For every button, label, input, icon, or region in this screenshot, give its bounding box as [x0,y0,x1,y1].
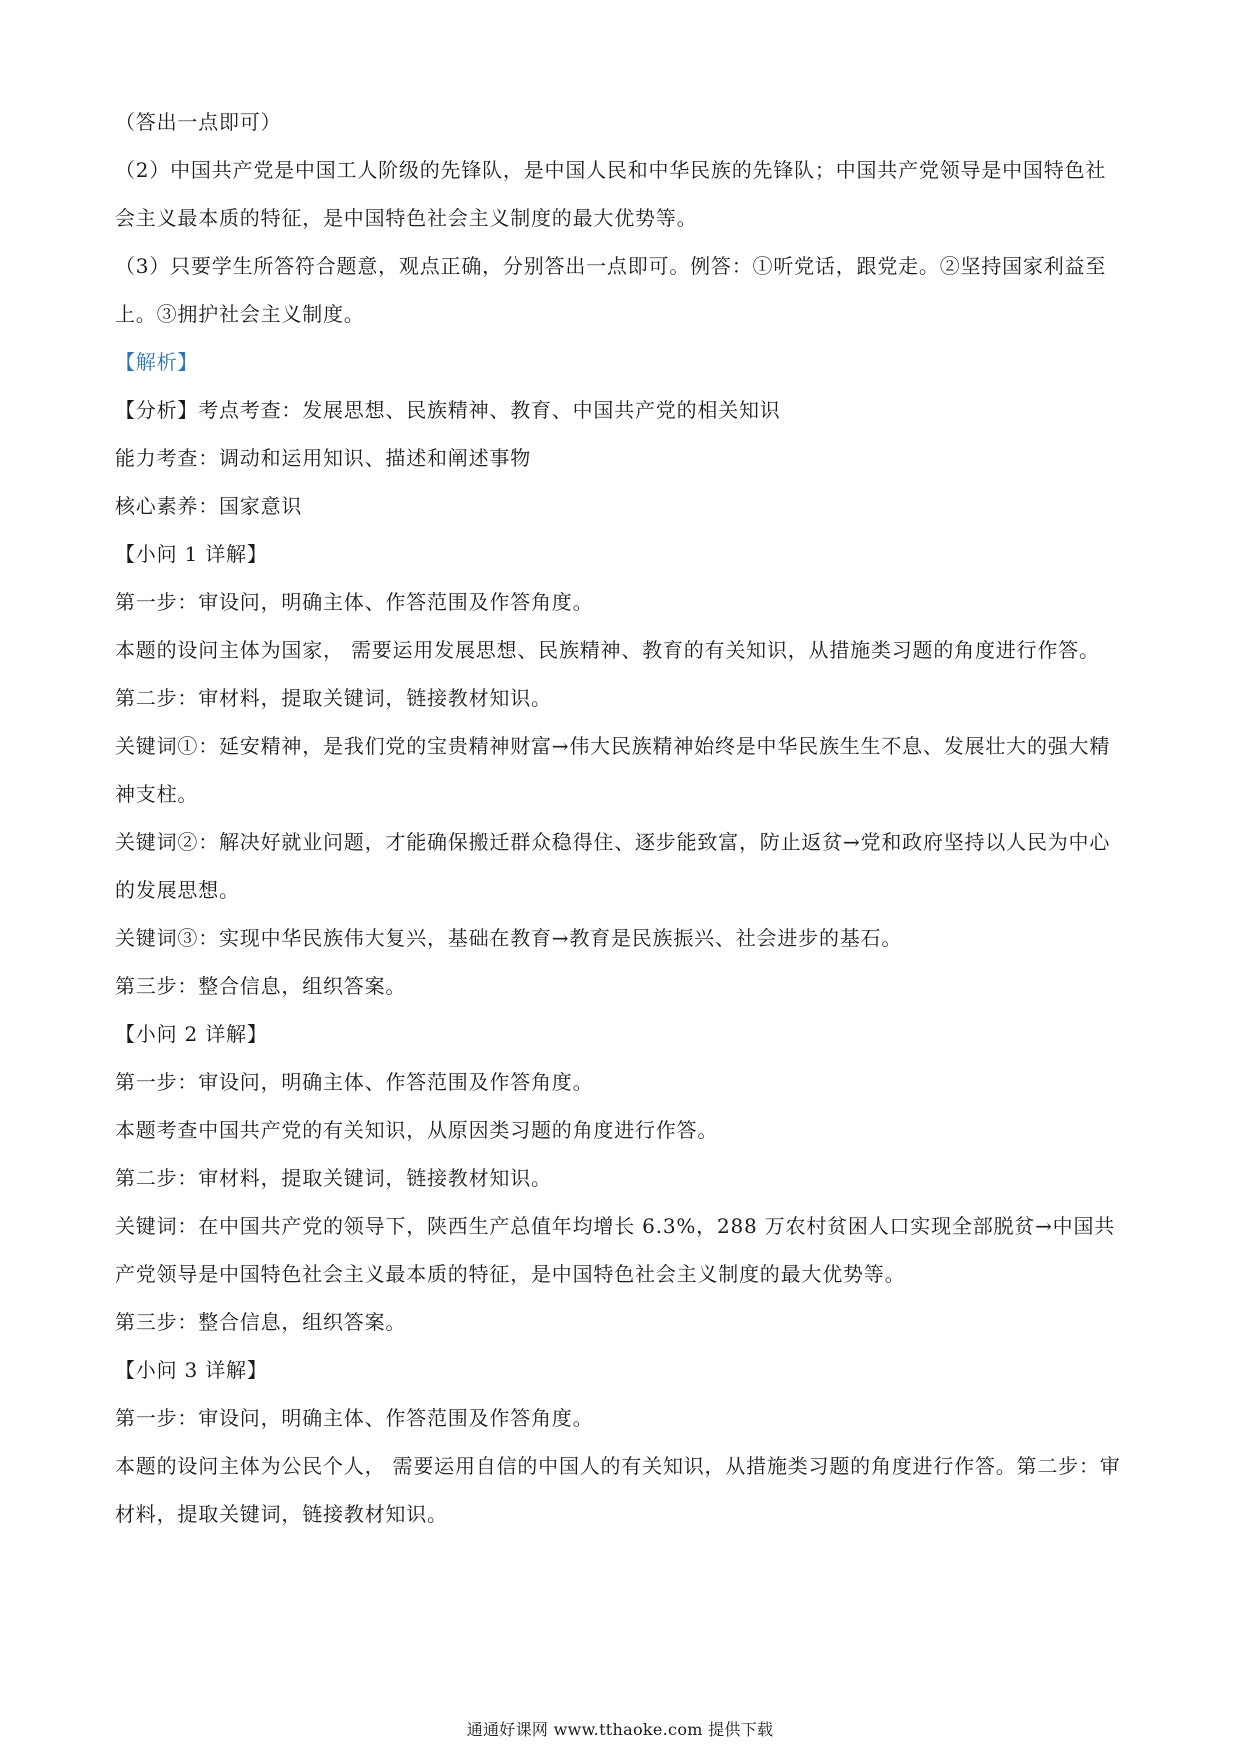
q2-step-1: 第一步：审设问，明确主体、作答范围及作答角度。 [115,1070,594,1094]
analysis-heading: 【解析】 [115,350,199,374]
footer-suffix: 提供下载 [708,1720,774,1739]
answer-note: （答出一点即可） [115,110,282,134]
q1-step-1: 第一步：审设问，明确主体、作答范围及作答角度。 [115,590,594,614]
answer-3: （3）只要学生所答符合题意，观点正确，分别答出一点即可。例答：①听党话，跟党走。②坚持国家利益至上。③拥护社会主义制度。 [115,254,1107,326]
document-body [115,98,1125,1538]
core-literacy: 核心素养：国家意识 [115,494,303,518]
q1-heading: 【小问 1 详解】 [115,542,268,566]
footer-site-name: 通通好课网 [466,1720,549,1739]
q1-step-2: 第二步：审材料，提取关键词，链接教材知识。 [115,686,552,710]
q1-step-3: 第三步：整合信息，组织答案。 [115,974,407,998]
q2-step-2: 第二步：审材料，提取关键词，链接教材知识。 [115,1166,552,1190]
ability-check: 能力考查：调动和运用知识、描述和阐述事物 [115,446,531,470]
q1-subject: 本题的设问主体为国家， 需要运用发展思想、民族精神、教育的有关知识，从措施类习题的角度进行作答。 [115,638,1100,662]
footer-url[interactable]: www.tthaoke.com [553,1720,703,1739]
q2-keyword: 关键词：在中国共产党的领导下，陕西生产总值年均增长 6.3%，288 万农村贫困人口实现全部脱贫→中国共产党领导是中国特色社会主义最本质的特征，是中国特色社会主义制度的最大优势等。 [115,1214,1116,1286]
analysis-topic: 【分析】考点考查：发展思想、民族精神、教育、中国共产党的相关知识 [115,398,781,422]
answer-2: （2）中国共产党是中国工人阶级的先锋队，是中国人民和中华民族的先锋队；中国共产党领导是中国特色社会主义最本质的特征，是中国特色社会主义制度的最大优势等。 [115,158,1107,230]
q2-step-3: 第三步：整合信息，组织答案。 [115,1310,407,1334]
q1-keyword-1: 关键词①：延安精神，是我们党的宝贵精神财富→伟大民族精神始终是中华民族生生不息、发展壮大的强大精神支柱。 [115,734,1111,806]
q2-subject: 本题考查中国共产党的有关知识，从原因类习题的角度进行作答。 [115,1118,719,1142]
q3-heading: 【小问 3 详解】 [115,1358,268,1382]
q3-step-1: 第一步：审设问，明确主体、作答范围及作答角度。 [115,1406,594,1430]
page-footer [0,1720,1240,1740]
q2-heading: 【小问 2 详解】 [115,1022,268,1046]
q1-keyword-2: 关键词②：解决好就业问题，才能确保搬迁群众稳得住、逐步能致富，防止返贫→党和政府坚持以人民为中心的发展思想。 [115,830,1111,902]
q1-keyword-3: 关键词③：实现中华民族伟大复兴，基础在教育→教育是民族振兴、社会进步的基石。 [115,926,903,950]
q3-subject: 本题的设问主体为公民个人， 需要运用自信的中国人的有关知识，从措施类习题的角度进行作答。第二步：审材料，提取关键词，链接教材知识。 [115,1454,1121,1526]
